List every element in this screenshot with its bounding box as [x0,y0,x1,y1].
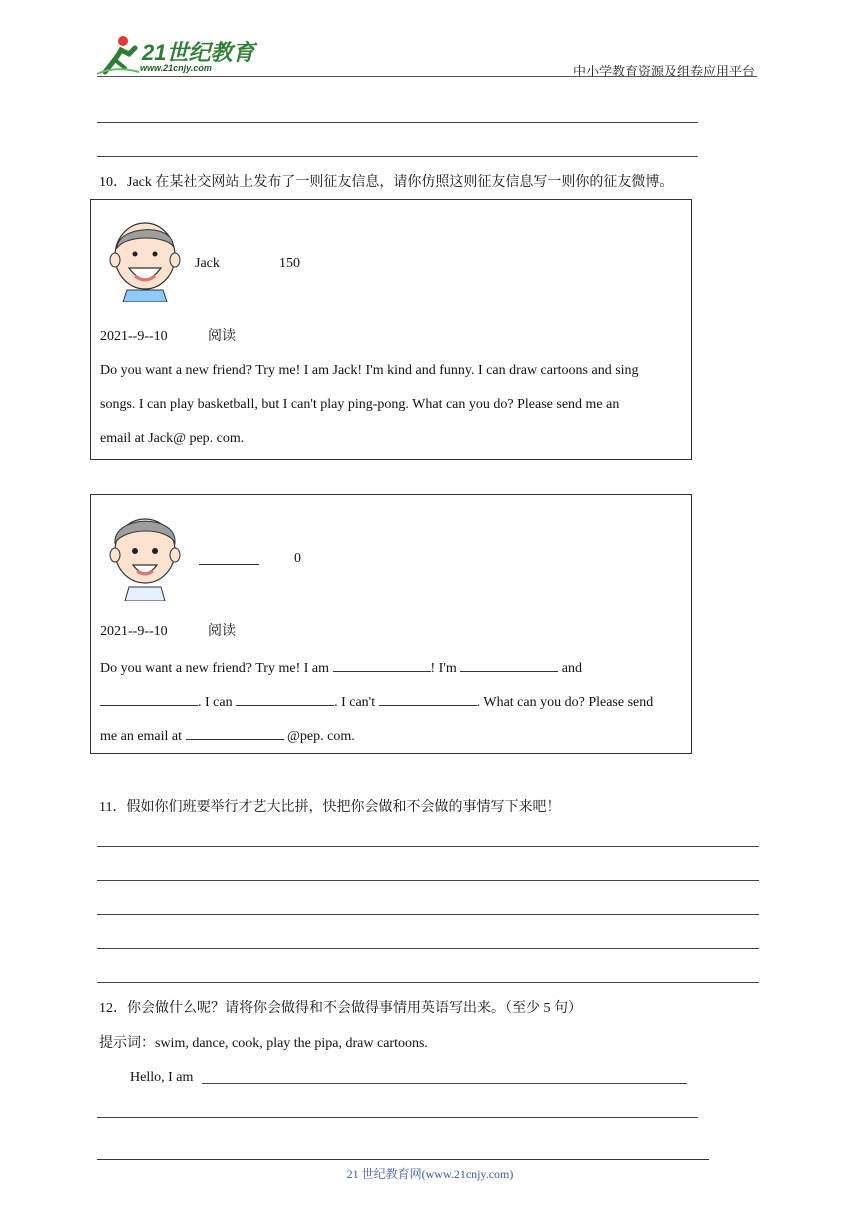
question-11-prompt: 11．假如你们班要举行才艺大比拼，快把你会做和不会做的事情写下来吧！ [99,800,561,815]
template-text: @pep. com. [283,729,355,744]
answer-line[interactable] [97,982,759,983]
runner-logo-icon [95,34,143,76]
template-line-2 [100,691,653,712]
template-text: and [558,661,582,676]
logo-text: 21世纪教育 [142,40,255,65]
username-blank[interactable] [199,550,259,571]
question-10-prompt: 10．Jack 在某社交网站上发布了一则征友信息，请你仿照这则征友信息写一则你的征友微博。 [99,175,674,190]
platform-title: 中小学教育资源及组卷应用平台 [572,64,755,79]
question-12-hint: 提示词：swim, dance, cook, play the pipa, draw cartoons. [99,1036,428,1051]
site-logo [95,34,265,76]
post-date: 2021--9--10 [100,329,168,344]
fill-blank[interactable] [100,691,198,706]
answer-line [97,156,698,157]
post-read-label: 阅读 [208,624,236,639]
template-line-1 [100,657,582,678]
post-card-template [90,494,692,754]
template-text: . What can you do? Please send [476,695,654,710]
answer-line [97,122,698,123]
template-text: . I can [198,695,237,710]
start-text: Hello, I am [130,1070,194,1085]
template-line-3 [100,725,355,746]
answer-line[interactable] [97,948,759,949]
fill-blank[interactable] [333,657,431,672]
answer-line[interactable] [97,914,759,915]
question-12-prompt: 12．你会做什么呢？请将你会做得和不会做得事情用英语写出来。（至少 5 句） [99,1001,582,1016]
answer-line[interactable] [97,846,759,847]
answer-line[interactable] [202,1083,687,1084]
answer-line[interactable] [97,1117,698,1118]
post-read-label: 阅读 [208,329,236,344]
template-text: ! I'm [430,661,461,676]
fill-blank[interactable] [460,657,558,672]
footer-divider [97,1159,709,1160]
post-date: 2021--9--10 [100,624,168,639]
template-text: Do you want a new friend? Try me! I am [100,661,333,676]
question-12-start [130,1069,193,1087]
logo-url: www.21cnjy.com [140,63,212,73]
post-text-line-3: email at Jack@ pep. com. [100,431,245,446]
fill-blank[interactable] [236,691,334,706]
answer-line[interactable] [97,880,759,881]
boy-avatar-icon [105,509,185,601]
post-follower-count: 0 [294,551,301,566]
post-text-line-2: songs. I can play basketball, but I can't play ping-pong. What can you do? Please send me an [100,397,620,412]
boy-avatar-icon [105,216,185,302]
fill-blank[interactable] [186,725,284,740]
footer-text: 21 世纪教育网(www.21cnjy.com) [346,1167,514,1181]
post-follower-count: 150 [279,256,300,271]
post-username: Jack [195,256,220,271]
post-text-line-1: Do you want a new friend? Try me! I am Jack! I'm kind and funny. I can draw cartoons and sing [100,363,639,378]
template-text: . I can't [334,695,379,710]
template-text: me an email at [100,729,186,744]
header-divider [97,76,757,77]
post-card-jack [90,199,692,460]
fill-blank[interactable] [379,691,477,706]
